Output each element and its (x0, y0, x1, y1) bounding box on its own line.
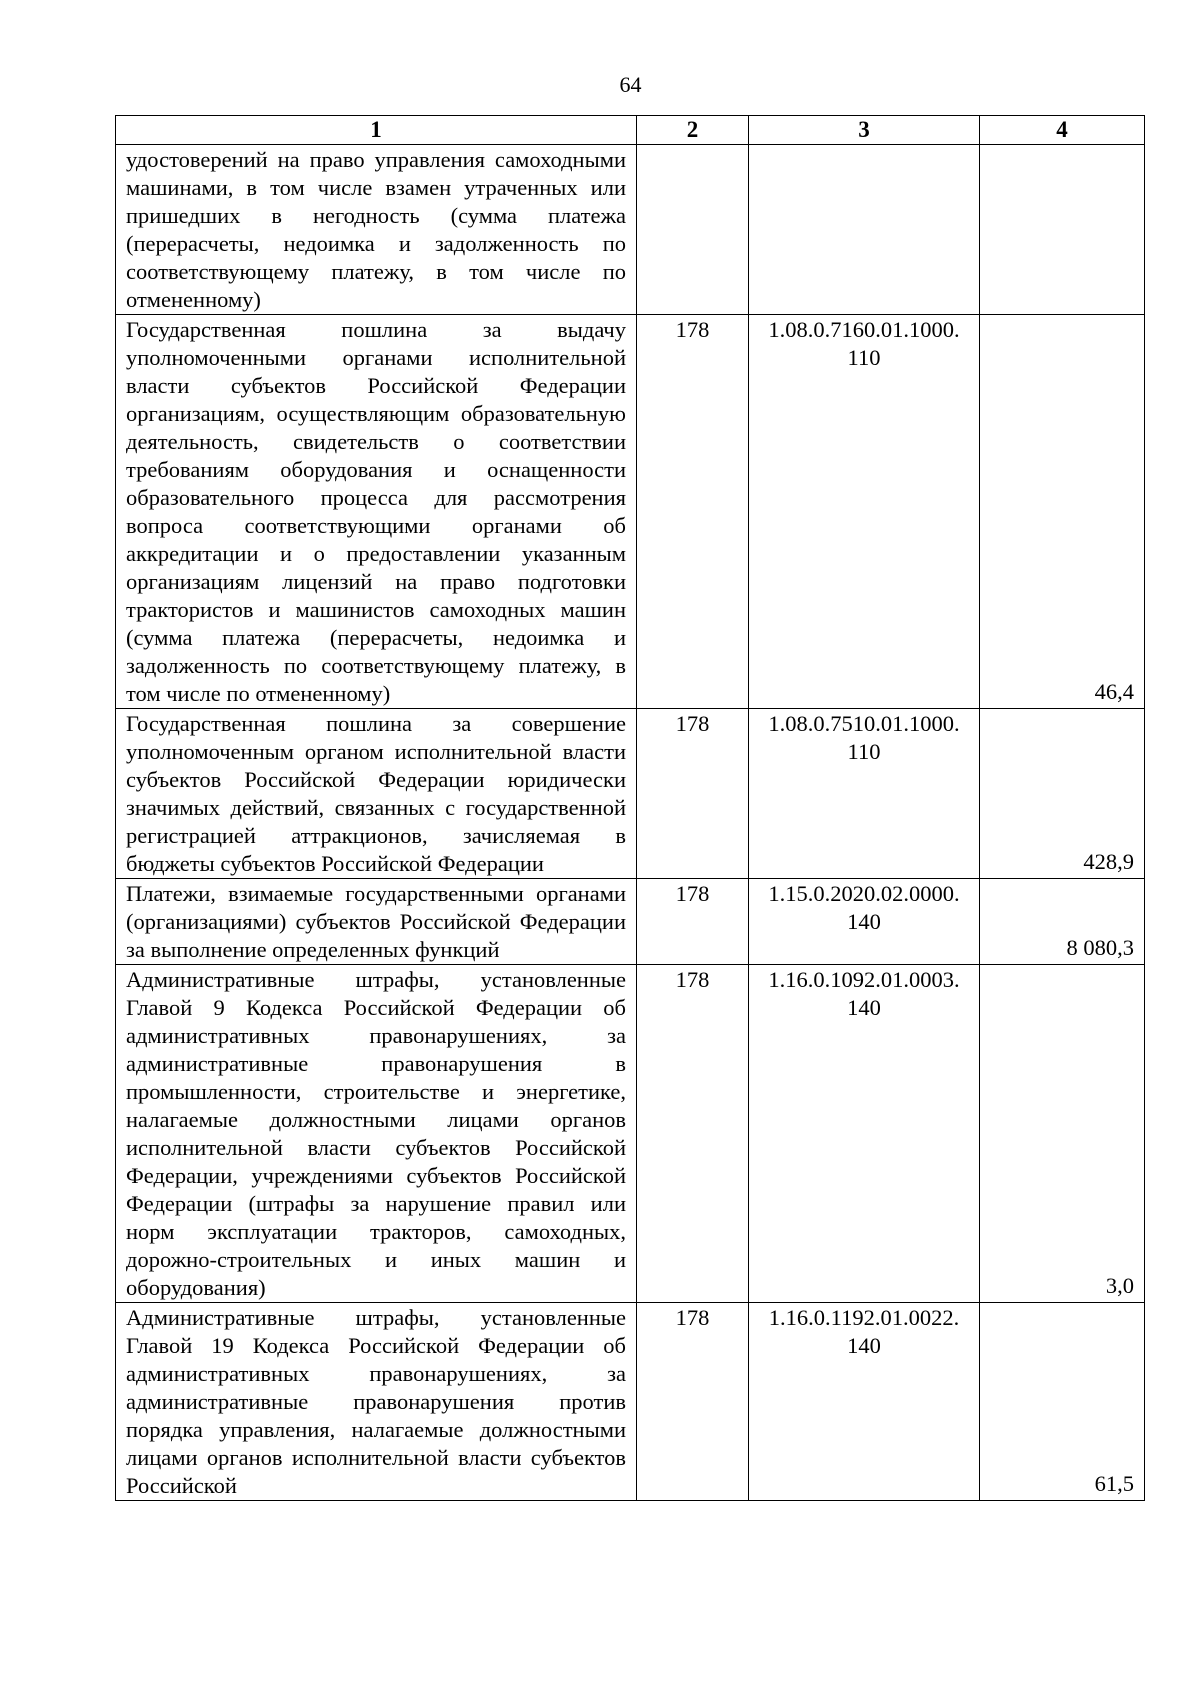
code-line-1: 1.16.0.1192.01.0022. (768, 1305, 960, 1330)
admin-code: 178 (637, 879, 749, 965)
code-line-2: 140 (847, 909, 881, 934)
column-header-4: 4 (980, 116, 1145, 145)
row-description: Административные штрафы, установленные Главой 19 Кодекса Российской Федерации об административных правонарушениях, за административные правонарушения против порядка управления, налагаемые должностными лицами органов исполнительной власти субъектов Российской (116, 1303, 637, 1501)
amount: 3,0 (980, 965, 1145, 1303)
amount (980, 145, 1145, 315)
code-line-2: 110 (847, 739, 881, 764)
table-row (116, 1303, 1145, 1501)
code-line-2: 140 (847, 1333, 881, 1358)
budget-classification-code (749, 315, 980, 709)
budget-classification-code (749, 709, 980, 879)
budget-classification-code (749, 145, 980, 315)
code-line-2: 110 (847, 345, 881, 370)
amount: 428,9 (980, 709, 1145, 879)
row-description: Платежи, взимаемые государственными органами (организациями) субъектов Российской Федерации за выполнение определенных функций (116, 879, 637, 965)
budget-classification-code (749, 879, 980, 965)
amount: 61,5 (980, 1303, 1145, 1501)
admin-code (637, 145, 749, 315)
code-line-1: 1.08.0.7160.01.1000. (768, 317, 960, 342)
column-header-1: 1 (116, 116, 637, 145)
code-line-1: 1.08.0.7510.01.1000. (768, 711, 960, 736)
code-line-1: 1.16.0.1092.01.0003. (768, 967, 960, 992)
row-description: Государственная пошлина за совершение уполномоченным органом исполнительной власти субъектов Российской Федерации юридически значимых действий, связанных с государственной регистрацией аттракционов, зачисляемая в бюджеты субъектов Российской Федерации (116, 709, 637, 879)
amount: 46,4 (980, 315, 1145, 709)
admin-code: 178 (637, 1303, 749, 1501)
table-row (116, 879, 1145, 965)
row-description: Государственная пошлина за выдачу уполномоченными органами исполнительной власти субъектов Российской Федерации организациям, осуществляющим образовательную деятельность, свидетельств о соответствии требованиям оборудования и оснащенности образовательного процесса для рассмотрения вопроса соответствующими органами об аккредитации и о предоставлении указанным организациям лицензий на право подготовки трактористов и машинистов самоходных машин (сумма платежа (перерасчеты, недоимка и задолженность по соответствующему платежу, в том числе по отмененному) (116, 315, 637, 709)
admin-code: 178 (637, 709, 749, 879)
row-description: Административные штрафы, установленные Главой 9 Кодекса Российской Федерации об административных правонарушениях, за административные правонарушения в промышленности, строительстве и энергетике, налагаемые должностными лицами органов исполнительной власти субъектов Российской Федерации, учреждениями субъектов Российской Федерации (штрафы за нарушение правил или норм эксплуатации тракторов, самоходных, дорожно-строительных и иных машин и оборудования) (116, 965, 637, 1303)
page-number: 64 (619, 72, 642, 97)
code-line-2: 140 (847, 995, 881, 1020)
table-header-row (116, 116, 1145, 145)
column-header-3: 3 (749, 116, 980, 145)
table-row (116, 965, 1145, 1303)
row-description: удостоверений на право управления самоходными машинами, в том числе взамен утраченных или пришедших в негодность (сумма платежа (перерасчеты, недоимка и задолженность по соответствующему платежу, в том числе по отмененному) (116, 145, 637, 315)
admin-code: 178 (637, 315, 749, 709)
table-row (116, 709, 1145, 879)
revenue-table (115, 115, 1145, 1501)
budget-classification-code (749, 965, 980, 1303)
table-row (116, 145, 1145, 315)
amount: 8 080,3 (980, 879, 1145, 965)
table-row (116, 315, 1145, 709)
code-line-1: 1.15.0.2020.02.0000. (768, 881, 960, 906)
budget-classification-code (749, 1303, 980, 1501)
column-header-2: 2 (637, 116, 749, 145)
admin-code: 178 (637, 965, 749, 1303)
